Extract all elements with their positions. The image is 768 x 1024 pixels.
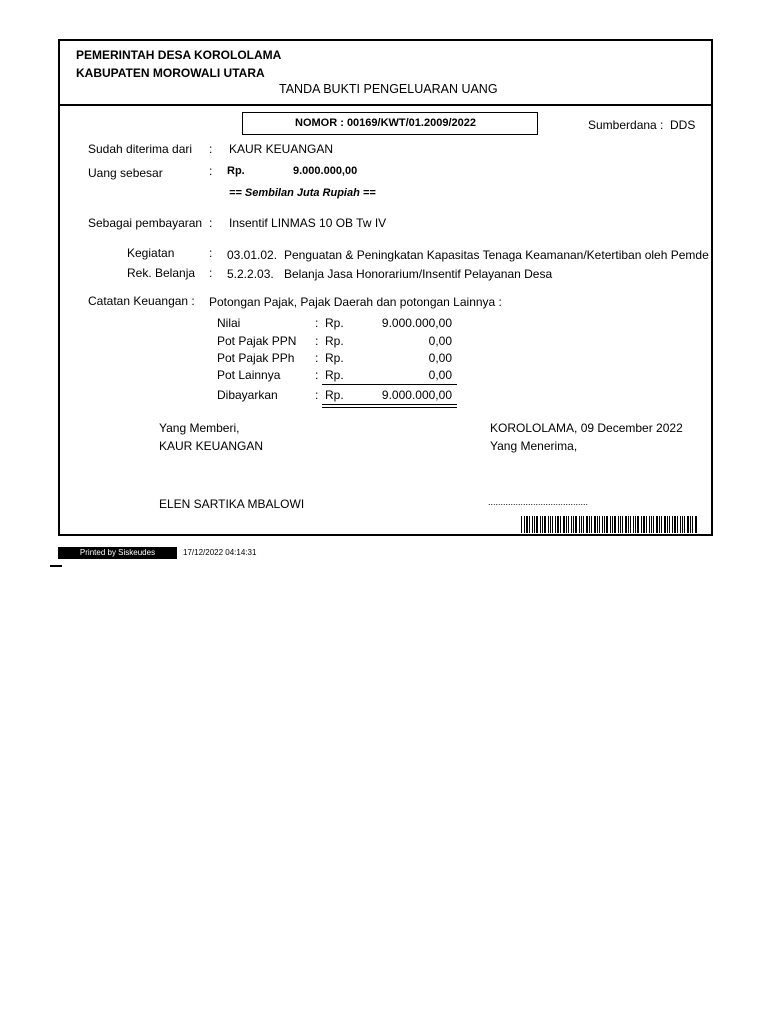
catatan-row-label: Pot Pajak PPN [217,334,297,348]
barcode-stripe [620,516,621,533]
printed-by-badge: Printed by Siskeudes [58,547,177,559]
barcode-stripe [677,516,678,533]
barcode-stripe [566,516,567,533]
catatan-row-currency: Rp. [325,316,344,330]
barcode-stripe [664,516,666,533]
sumberdana-value: DDS [670,118,696,132]
giver-role: KAUR KEUANGAN [159,439,264,453]
barcode-stripe [646,516,647,533]
colon: : [209,216,213,230]
catatan-row-label: Pot Lainnya [217,368,281,382]
total-label: Dibayarkan [217,388,278,402]
diterima-label: Sudah diterima dari [88,142,193,156]
barcode-stripe [641,516,642,533]
barcode-stripe [532,516,533,533]
kegiatan-label: Kegiatan [127,246,175,260]
barcode-stripe [651,516,652,533]
total-underline-2 [322,407,457,408]
barcode-stripe [529,516,530,533]
barcode [521,516,699,533]
barcode-stripe [575,516,577,533]
barcode-stripe [625,516,627,533]
barcode-stripe [618,516,619,533]
barcode-stripe [524,516,525,533]
barcode-stripe [589,516,590,533]
barcode-stripe [656,516,658,533]
gov-line-2: KABUPATEN MOROWALI UTARA [76,66,265,80]
barcode-stripe [597,516,598,533]
total-underline-1 [322,404,457,405]
margin-mark [50,565,62,567]
barcode-stripe [557,516,559,533]
barcode-stripe [695,516,697,533]
barcode-stripe [612,516,613,533]
catatan-row-value: 0,00 [428,334,452,348]
barcode-stripe [568,516,569,533]
terbilang: == Sembilan Juta Rupiah == [229,187,376,199]
barcode-stripe [542,516,543,533]
colon: : [209,142,213,156]
barcode-stripe [536,516,538,533]
barcode-stripe [643,516,645,533]
document-title: TANDA BUKTI PENGELUARAN UANG [279,82,498,96]
barcode-stripe [653,516,654,533]
receiver-signature-line: ........................................ [488,497,589,507]
giver-title: Yang Memberi, [159,421,240,435]
barcode-stripe [614,516,616,533]
catatan-row-currency: Rp. [325,334,344,348]
catatan-row-currency: Rp. [325,368,344,382]
barcode-stripe [687,516,689,533]
printed-timestamp: 17/12/2022 04:14:31 [183,548,257,557]
barcode-stripe [635,516,636,533]
barcode-stripe [659,516,660,533]
barcode-stripe [548,516,549,533]
catatan-row-value: 0,00 [428,368,452,382]
barcode-stripe [602,516,603,533]
barcode-stripe [622,516,623,533]
catatan-row-label: Nilai [217,316,241,330]
kegiatan-value: Penguatan & Peningkatan Kapasitas Tenaga Keamanan/Ketertiban oleh Pemde [284,248,709,262]
catatan-label: Catatan Keuangan : [88,294,195,308]
rek-code: 5.2.2.03. [227,267,274,281]
barcode-stripe [672,516,673,533]
catatan-desc: Potongan Pajak, Pajak Daerah dan potongan Lainnya : [209,295,502,309]
barcode-stripe [692,516,693,533]
nomor-text: NOMOR : 00169/KWT/01.2009/2022 [295,117,476,129]
kegiatan-code: 03.01.02. [227,248,278,262]
barcode-stripe [534,516,535,533]
colon: : [209,246,213,260]
pembayaran-value: Insentif LINMAS 10 OB Tw IV [229,216,387,230]
barcode-stripe [571,516,572,533]
colon: : [315,388,319,402]
barcode-stripe [684,516,685,533]
rek-label: Rek. Belanja [127,266,196,280]
barcode-stripe [628,516,629,533]
barcode-stripe [630,516,631,533]
barcode-stripe [649,516,650,533]
barcode-stripe [661,516,662,533]
giver-name: ELEN SARTIKA MBALOWI [159,497,305,511]
barcode-stripe [606,516,608,533]
barcode-stripe [560,516,561,533]
barcode-stripe [604,516,605,533]
total-currency: Rp. [325,388,344,402]
uang-currency: Rp. [227,165,245,177]
barcode-stripe [680,516,681,533]
sumberdana-label: Sumberdana : [588,118,664,132]
barcode-stripe [682,516,683,533]
catatan-row-value: 9.000.000,00 [381,316,452,330]
barcode-stripe [599,516,600,533]
catatan-row-value: 0,00 [428,351,452,365]
colon: : [209,266,213,280]
barcode-stripe [540,516,541,533]
barcode-stripe [550,516,551,533]
barcode-stripe [563,516,565,533]
pembayaran-label: Sebagai pembayaran [88,216,203,230]
barcode-stripe [552,516,553,533]
colon: : [315,368,319,382]
barcode-stripe [521,516,522,533]
barcode-stripe [594,516,596,533]
colon: : [209,164,213,178]
uang-label: Uang sebesar [88,166,163,180]
uang-value: 9.000.000,00 [293,165,358,177]
barcode-stripe [610,516,611,533]
barcode-stripe [555,516,556,533]
barcode-stripe [581,516,582,533]
subtotal-line [322,384,457,385]
place-date: KOROLOLAMA, 09 December 2022 [490,421,683,435]
receiver-title: Yang Menerima, [490,439,578,453]
barcode-stripe [674,516,676,533]
diterima-value: KAUR KEUANGAN [229,142,334,156]
barcode-stripe [637,516,639,533]
gov-line-1: PEMERINTAH DESA KOROLOLAMA [76,48,282,62]
catatan-row-label: Pot Pajak PPh [217,351,295,365]
colon: : [315,351,319,365]
barcode-stripe [579,516,580,533]
total-value: 9.000.000,00 [381,388,452,402]
barcode-stripe [573,516,574,533]
header-divider [58,104,713,106]
barcode-stripe [667,516,668,533]
rek-value: Belanja Jasa Honorarium/Insentif Pelayanan Desa [284,267,553,281]
barcode-stripe [583,516,584,533]
barcode-stripe [633,516,634,533]
barcode-stripe [690,516,691,533]
barcode-stripe [586,516,588,533]
colon: : [315,334,319,348]
barcode-stripe [526,516,528,533]
barcode-stripe [544,516,546,533]
barcode-stripe [591,516,592,533]
barcode-stripe [669,516,670,533]
catatan-row-currency: Rp. [325,351,344,365]
colon: : [315,316,319,330]
